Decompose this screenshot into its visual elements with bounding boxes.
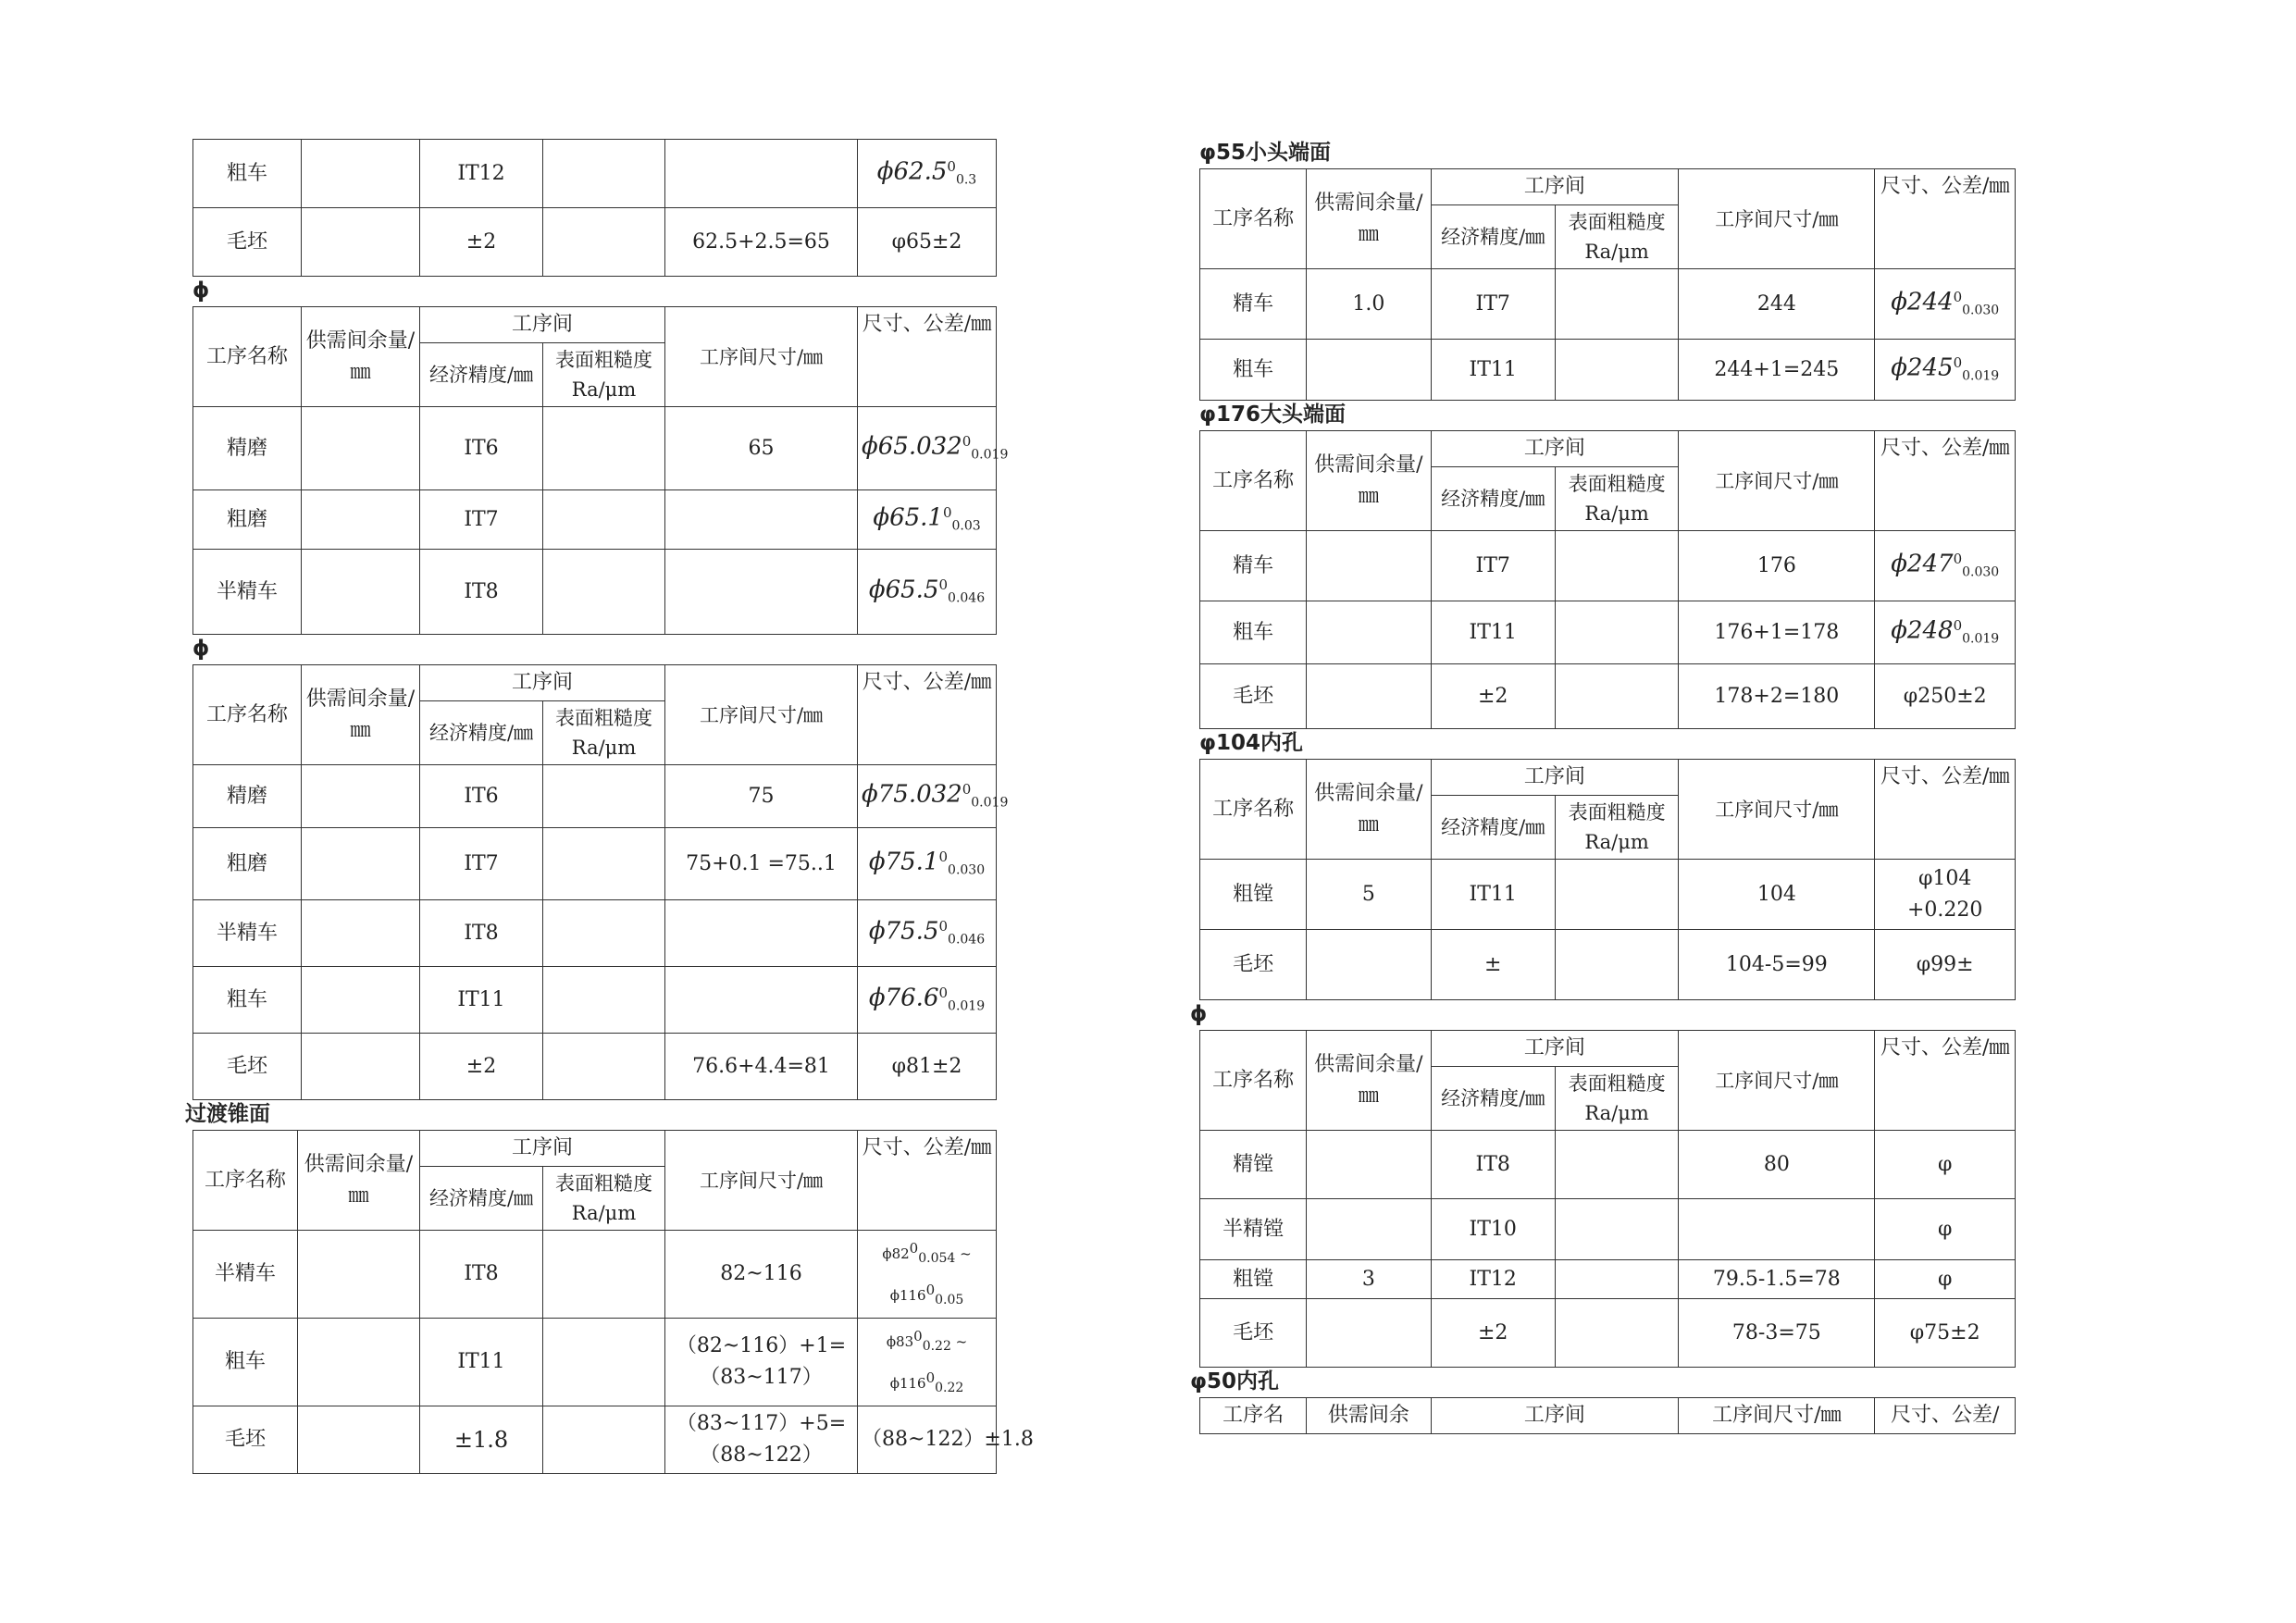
precision-value: IT6: [420, 407, 543, 490]
process-table-1: [192, 306, 1009, 635]
tolerance-value: ϕ244: [1891, 288, 1954, 316]
table-row: [193, 208, 997, 277]
header-roughness: 表面粗糙度Ra/μm: [1555, 796, 1678, 860]
header-allowance: 供需间余量/㎜: [1307, 431, 1431, 531]
header-precision: 经济精度/㎜: [420, 1167, 543, 1231]
header-process: 工序间: [420, 307, 665, 343]
size-value: 244+1=245: [1679, 340, 1875, 401]
precision-value: ±2: [1431, 1299, 1555, 1368]
tolerance-upper: 0: [962, 433, 972, 451]
allowance-value: [1307, 1131, 1431, 1199]
allowance-value: 3: [1307, 1260, 1431, 1299]
allowance-value: [302, 1034, 420, 1100]
size-value: [665, 140, 858, 208]
process-name: 半精车: [193, 550, 302, 635]
process-table-0: [192, 139, 997, 277]
process-name: 粗车: [1200, 601, 1307, 664]
tolerance-cell: φ250±2: [1875, 664, 2016, 729]
size-value: 65: [665, 407, 858, 490]
roughness-value: [1555, 860, 1678, 930]
header-size: 工序间尺寸/㎜: [1679, 1031, 1875, 1131]
precision-value: IT11: [1431, 340, 1555, 401]
allowance-value: [302, 765, 420, 828]
table-row: [1200, 531, 2016, 601]
tolerance-cell: [858, 407, 1009, 490]
roughness-value: [543, 407, 665, 490]
roughness-value: [1555, 1260, 1678, 1299]
header-tolerance: 尺寸、公差/㎜: [858, 665, 997, 765]
tolerance-value: ϕ62.5: [876, 157, 948, 186]
roughness-value: [543, 900, 665, 967]
header-precision: 经济精度/㎜: [1431, 205, 1555, 269]
tolerance-lower: 0.030: [1962, 303, 2000, 318]
header-precision: 经济精度/㎜: [420, 701, 543, 765]
tolerance-value: ϕ65.5: [868, 576, 939, 604]
roughness-value: [543, 1319, 665, 1406]
tolerance-cell: [1875, 601, 2016, 664]
tolerance-value: ϕ82: [882, 1245, 910, 1262]
size-value: 79.5-1.5=78: [1679, 1260, 1875, 1299]
allowance-value: [302, 208, 420, 277]
table-row: [193, 407, 997, 490]
tolerance-cell: [858, 828, 997, 900]
header-process: 工序间: [420, 665, 665, 701]
roughness-value: [543, 828, 665, 900]
tolerance-upper: 0: [913, 1328, 923, 1344]
precision-value: IT8: [420, 550, 543, 635]
tolerance-lower: 0.046: [948, 932, 986, 948]
tolerance-cell: [858, 765, 1009, 828]
process-name: 半精车: [193, 1231, 298, 1319]
roughness-value: [1555, 930, 1678, 1000]
size-value: 176+1=178: [1679, 601, 1875, 664]
tolerance-cell: φ99±: [1875, 930, 2016, 1000]
header-precision: 经济精度/㎜: [420, 343, 543, 407]
process-name: 粗车: [193, 1319, 298, 1406]
allowance-value: [1307, 601, 1431, 664]
allowance-value: [298, 1319, 420, 1406]
table-row: [193, 1034, 997, 1100]
size-value: 82~116: [665, 1231, 858, 1319]
tolerance-upper: 0: [938, 985, 949, 1002]
table-row: [1200, 269, 2016, 340]
tolerance-value: ϕ116: [889, 1287, 926, 1304]
process-table-3: [192, 1130, 1034, 1474]
process-name: 粗磨: [193, 828, 302, 900]
precision-value: IT6: [420, 765, 543, 828]
allowance-value: 1.0: [1307, 269, 1431, 340]
tolerance-lower: 0.3: [955, 172, 977, 188]
tolerance-lower: 0.030: [948, 862, 986, 878]
tolerance-cell: φ104 +0.220: [1875, 860, 2016, 930]
tolerance-lower: 0.019: [948, 998, 986, 1014]
header-tolerance: 尺寸、公差/: [1875, 1398, 2016, 1434]
tolerance-cell: [1875, 340, 2016, 401]
precision-value: ±: [1431, 930, 1555, 1000]
table-row: [1200, 1260, 2016, 1299]
allowance-value: [298, 1406, 420, 1474]
tolerance-upper: 0: [1953, 551, 1963, 568]
tolerance-lower: 0.019: [971, 795, 1009, 811]
header-name: 工序名称: [1200, 431, 1307, 531]
process-name: 精车: [1200, 531, 1307, 601]
header-allowance: 供需间余量/㎜: [1307, 169, 1431, 269]
size-value: [1679, 1199, 1875, 1260]
header-precision: 经济精度/㎜: [1431, 796, 1555, 860]
precision-value: ±2: [420, 1034, 543, 1100]
roughness-value: [1555, 601, 1678, 664]
roughness-value: [1555, 531, 1678, 601]
tolerance-cell: [1875, 269, 2016, 340]
header-name: 工序名称: [193, 307, 302, 407]
table-header: [193, 1131, 997, 1231]
header-tolerance: 尺寸、公差/㎜: [1875, 760, 2016, 860]
section-title: φ55小头端面: [1199, 141, 1331, 165]
table-header: [1200, 169, 2016, 269]
precision-value: IT11: [1431, 860, 1555, 930]
allowance-value: [298, 1231, 420, 1319]
precision-value: IT7: [1431, 531, 1555, 601]
section-title: φ176大头端面: [1199, 403, 1347, 427]
roughness-value: [1555, 340, 1678, 401]
header-process: 工序间: [1431, 169, 1679, 205]
header-tolerance: 尺寸、公差/㎜: [858, 307, 997, 407]
tolerance-upper: 0: [947, 158, 956, 176]
process-name: 毛坯: [193, 1034, 302, 1100]
tolerance-lower: 0.046: [948, 590, 986, 606]
process-table-2: [192, 664, 1009, 1100]
process-name: 粗镗: [1200, 860, 1307, 930]
section-title: φ50内孔: [1190, 1369, 1279, 1394]
process-table-7: [1199, 1030, 2016, 1368]
process-name: 粗镗: [1200, 1260, 1307, 1299]
allowance-value: [1307, 1199, 1431, 1260]
header-precision: 经济精度/㎜: [1431, 467, 1555, 531]
tolerance-upper: 0: [938, 849, 949, 866]
roughness-value: [1555, 1199, 1678, 1260]
roughness-value: [543, 208, 665, 277]
process-table-6: [1199, 759, 2016, 1000]
header-size: 工序间尺寸/㎜: [665, 1131, 858, 1231]
size-value: 178+2=180: [1679, 664, 1875, 729]
size-value: [665, 550, 858, 635]
roughness-value: [1555, 269, 1678, 340]
precision-value: IT12: [1431, 1260, 1555, 1299]
process-name: 精车: [1200, 269, 1307, 340]
tolerance-lower: 0.05: [935, 1293, 964, 1307]
process-table-8: [1199, 1397, 2016, 1434]
header-size: 工序间尺寸/㎜: [1679, 760, 1875, 860]
section-title: φ104内孔: [1199, 731, 1304, 755]
tolerance-upper: 0: [1953, 617, 1963, 635]
section-title: 过渡锥面: [185, 1102, 270, 1126]
header-name: 工序名称: [1200, 1031, 1307, 1131]
process-table-5: [1199, 430, 2016, 729]
header-allowance: 供需间余量/㎜: [302, 307, 420, 407]
header-name: 工序名称: [193, 665, 302, 765]
table-row: [193, 765, 997, 828]
process-name: 精磨: [193, 407, 302, 490]
tolerance-cell: φ65±2: [858, 208, 997, 277]
roughness-value: [543, 490, 665, 550]
size-value: 244: [1679, 269, 1875, 340]
process-name: 粗磨: [193, 490, 302, 550]
table-row: [193, 967, 997, 1034]
roughness-value: [543, 1231, 665, 1319]
process-name: 毛坯: [193, 1406, 298, 1474]
tolerance-value: ϕ248: [1891, 616, 1954, 645]
tolerance-cell: φ: [1875, 1260, 2016, 1299]
header-tolerance: 尺寸、公差/㎜: [1875, 1031, 2016, 1131]
table-row: [1200, 340, 2016, 401]
header-tolerance: 尺寸、公差/㎜: [858, 1131, 997, 1231]
table-row: [193, 1231, 997, 1319]
header-tolerance: 尺寸、公差/㎜: [1875, 169, 2016, 269]
header-allowance: 供需间余量/㎜: [1307, 760, 1431, 860]
tolerance-cell: [858, 490, 997, 550]
precision-value: IT8: [420, 1231, 543, 1319]
size-value: 80: [1679, 1131, 1875, 1199]
tolerance-upper: 0: [1953, 289, 1963, 306]
precision-value: IT7: [420, 490, 543, 550]
header-name: 工序名称: [193, 1131, 298, 1231]
table-row: [193, 490, 997, 550]
tolerance-value: ϕ247: [1891, 550, 1954, 578]
size-value: 75: [665, 765, 858, 828]
section-title: ϕ: [1190, 1002, 1208, 1026]
tolerance-cell: φ75±2: [1875, 1299, 2016, 1368]
tolerance-value: ϕ83: [886, 1333, 914, 1350]
tolerance-upper: 0: [962, 781, 972, 799]
size-value: [665, 900, 858, 967]
tolerance-cell: $\phi 83^0_{0.22}$ ~ $\phi 116^0_{0.22}$: [858, 1319, 997, 1406]
roughness-value: [543, 967, 665, 1034]
table-row: [193, 1406, 997, 1474]
precision-value: IT10: [1431, 1199, 1555, 1260]
header-process: 工序间: [1431, 1031, 1679, 1067]
tolerance-upper: 0: [909, 1240, 919, 1257]
header-roughness: 表面粗糙度Ra/μm: [543, 701, 665, 765]
tolerance-lower: 0.030: [1962, 564, 2000, 580]
precision-value: IT11: [1431, 601, 1555, 664]
allowance-value: [1307, 1299, 1431, 1368]
tolerance-value: ϕ75.1: [868, 848, 939, 876]
header-size: 工序间尺寸/㎜: [1679, 1398, 1875, 1434]
process-name: 精磨: [193, 765, 302, 828]
header-name: 工序名称: [1200, 760, 1307, 860]
process-name: 毛坯: [1200, 1299, 1307, 1368]
tolerance-cell: φ: [1875, 1199, 2016, 1260]
tolerance-lower: 0.019: [971, 447, 1009, 463]
size-value: 76.6+4.4=81: [665, 1034, 858, 1100]
precision-value: IT7: [1431, 269, 1555, 340]
tolerance-lower: 0.22: [922, 1339, 951, 1354]
process-name: 粗车: [193, 140, 302, 208]
table-row: [193, 550, 997, 635]
size-value: 62.5+2.5=65: [665, 208, 858, 277]
precision-value: ±2: [1431, 664, 1555, 729]
header-process: 工序间: [1431, 431, 1679, 467]
tolerance-cell: （88~122）±1.8: [858, 1406, 997, 1474]
header-roughness: 表面粗糙度Ra/μm: [543, 1167, 665, 1231]
table-header: [1200, 760, 2016, 860]
header-allowance: 供需间余量/㎜: [1307, 1031, 1431, 1131]
process-name: 毛坯: [1200, 664, 1307, 729]
tolerance-value: ϕ65.1: [873, 503, 943, 532]
process-name: 粗车: [1200, 340, 1307, 401]
header-roughness: 表面粗糙度Ra/μm: [1555, 467, 1678, 531]
section-title: ϕ: [192, 637, 210, 661]
header-roughness: 表面粗糙度Ra/μm: [1555, 205, 1678, 269]
tolerance-upper: 0: [938, 918, 949, 935]
process-name: 半精镗: [1200, 1199, 1307, 1260]
table-row: [1200, 1199, 2016, 1260]
roughness-value: [1555, 1131, 1678, 1199]
tolerance-lower: 0.054: [918, 1251, 956, 1266]
table-row: [1200, 1299, 2016, 1368]
table-row: [193, 1319, 997, 1406]
tolerance-cell: [858, 900, 997, 967]
allowance-value: [1307, 531, 1431, 601]
tolerance-upper: 0: [942, 504, 952, 522]
header-roughness: 表面粗糙度Ra/μm: [543, 343, 665, 407]
header-name: 工序名称: [1200, 169, 1307, 269]
tolerance-cell: [858, 140, 997, 208]
table-header: [193, 307, 997, 407]
tolerance-cell: [858, 550, 997, 635]
tolerance-lower: 0.03: [951, 518, 981, 534]
table-header: [1200, 1031, 2016, 1131]
allowance-value: [302, 550, 420, 635]
size-value: （83~117）+5=（88~122）: [665, 1406, 858, 1474]
allowance-value: [302, 967, 420, 1034]
size-value: 104: [1679, 860, 1875, 930]
header-roughness: 表面粗糙度Ra/μm: [1555, 1067, 1678, 1131]
allowance-value: [302, 407, 420, 490]
header-size: 工序间尺寸/㎜: [1679, 169, 1875, 269]
tolerance-upper: 0: [925, 1282, 936, 1298]
size-value: 75+0.1 =75..1: [665, 828, 858, 900]
table-header: [1200, 431, 2016, 531]
header-allowance: 供需间余量/㎜: [298, 1131, 420, 1231]
header-process: 工序间: [1431, 1398, 1679, 1434]
header-process: 工序间: [1431, 760, 1679, 796]
right-column: [1190, 139, 2016, 1434]
roughness-value: [543, 1406, 665, 1474]
precision-value: ±1.8: [420, 1406, 543, 1474]
table-header: [193, 665, 997, 765]
header-precision: 经济精度/㎜: [1431, 1067, 1555, 1131]
allowance-value: [302, 828, 420, 900]
allowance-value: [1307, 930, 1431, 1000]
tolerance-cell: $\phi 82^0_{0.054}$ ~ $\phi 116^0_{0.05}$: [858, 1231, 997, 1319]
roughness-value: [543, 1034, 665, 1100]
tolerance-value: ϕ76.6: [868, 984, 939, 1012]
process-name: 毛坯: [1200, 930, 1307, 1000]
tolerance-upper: 0: [1953, 354, 1963, 372]
tolerance-value: ϕ245: [1891, 353, 1954, 382]
allowance-value: [302, 900, 420, 967]
precision-value: IT8: [420, 900, 543, 967]
header-size: 工序间尺寸/㎜: [665, 665, 858, 765]
process-name: 精镗: [1200, 1131, 1307, 1199]
process-name: 半精车: [193, 900, 302, 967]
tolerance-lower: 0.019: [1962, 631, 2000, 647]
precision-value: IT8: [1431, 1131, 1555, 1199]
precision-value: IT7: [420, 828, 543, 900]
tolerance-cell: φ81±2: [858, 1034, 997, 1100]
size-value: 176: [1679, 531, 1875, 601]
size-value: 104-5=99: [1679, 930, 1875, 1000]
precision-value: IT11: [420, 1319, 543, 1406]
table-row: [193, 140, 997, 208]
tolerance-lower: 0.019: [1962, 368, 2000, 384]
size-value: （82~116）+1=（83~117）: [665, 1319, 858, 1406]
tolerance-value: ϕ75.032: [862, 780, 962, 809]
allowance-value: [1307, 340, 1431, 401]
header-name: 工序名: [1200, 1398, 1307, 1434]
roughness-value: [543, 550, 665, 635]
size-value: 78-3=75: [1679, 1299, 1875, 1368]
tolerance-cell: [1875, 531, 2016, 601]
table-row: [1200, 1131, 2016, 1199]
header-allowance: 供需间余量/㎜: [302, 665, 420, 765]
tolerance-cell: φ: [1875, 1131, 2016, 1199]
table-row: [1200, 860, 2016, 930]
table-row: [193, 828, 997, 900]
size-value: [665, 967, 858, 1034]
header-tolerance: 尺寸、公差/㎜: [1875, 431, 2016, 531]
allowance-value: [302, 140, 420, 208]
left-column: [185, 139, 1034, 1474]
section-title: ϕ: [192, 279, 210, 303]
roughness-value: [543, 140, 665, 208]
tolerance-value: ϕ116: [889, 1375, 926, 1392]
tolerance-upper: 0: [938, 576, 949, 594]
allowance-value: 5: [1307, 860, 1431, 930]
roughness-value: [543, 765, 665, 828]
allowance-value: [302, 490, 420, 550]
tolerance-lower: 0.22: [935, 1381, 964, 1395]
tolerance-value: ϕ75.5: [868, 917, 939, 946]
roughness-value: [1555, 664, 1678, 729]
header-allowance: 供需间余: [1307, 1398, 1431, 1434]
table-row: [1200, 601, 2016, 664]
table-row: [193, 900, 997, 967]
process-name: 毛坯: [193, 208, 302, 277]
precision-value: ±2: [420, 208, 543, 277]
header-process: 工序间: [420, 1131, 665, 1167]
tolerance-value: ϕ65.032: [862, 432, 962, 461]
process-table-4: [1199, 168, 2016, 401]
roughness-value: [1555, 1299, 1678, 1368]
header-size: 工序间尺寸/㎜: [1679, 431, 1875, 531]
header-size: 工序间尺寸/㎜: [665, 307, 858, 407]
size-value: [665, 490, 858, 550]
table-row: [1200, 664, 2016, 729]
table-row: [1200, 930, 2016, 1000]
tolerance-upper: 0: [925, 1369, 936, 1386]
precision-value: IT12: [420, 140, 543, 208]
allowance-value: [1307, 664, 1431, 729]
tolerance-cell: [858, 967, 997, 1034]
process-name: 粗车: [193, 967, 302, 1034]
precision-value: IT11: [420, 967, 543, 1034]
